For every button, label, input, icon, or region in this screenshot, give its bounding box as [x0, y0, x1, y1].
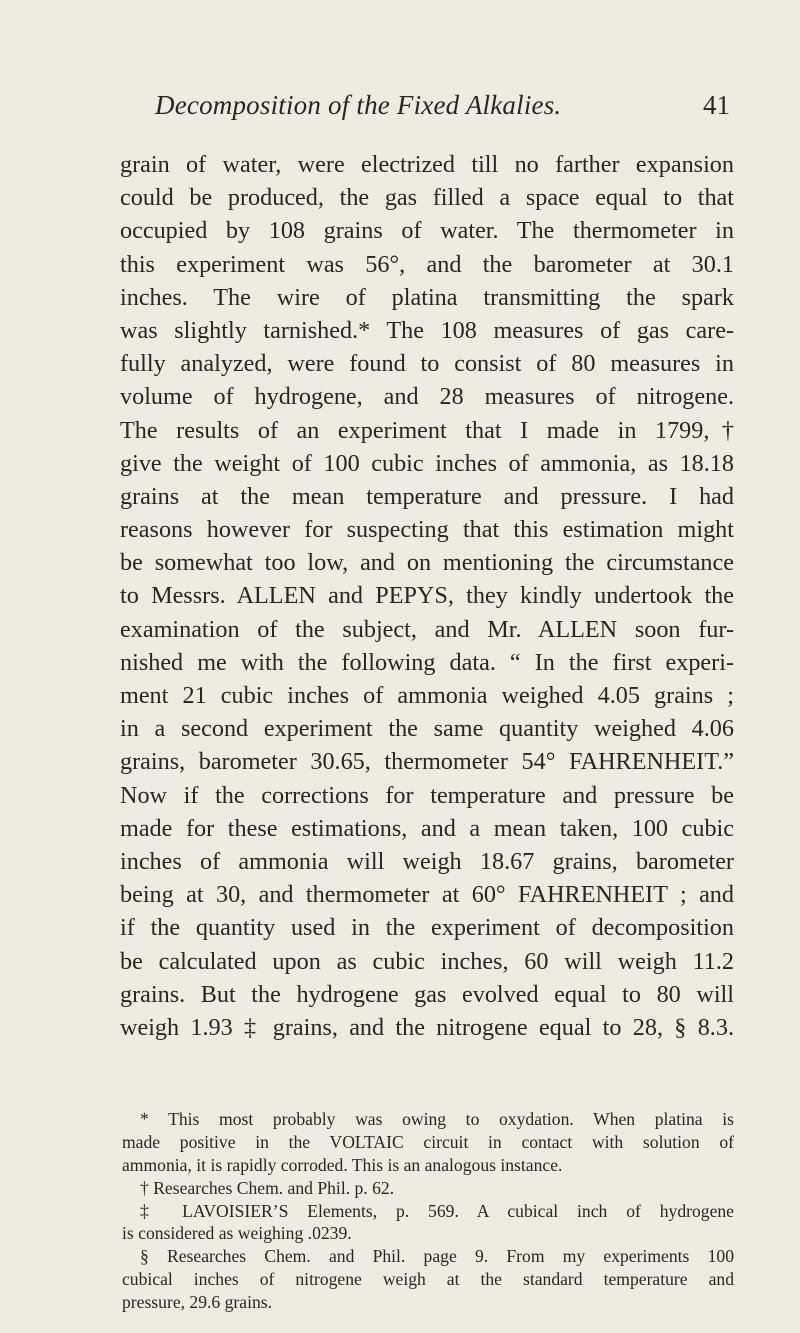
body-line: grains. But the hydrogene gas evolved equal to 80 will: [120, 980, 734, 1008]
body-line: be calculated upon as cubic inches, 60 will weigh 11.2: [120, 947, 734, 975]
body-text: [120, 148, 734, 1044]
footnote-line: made positive in the VOLTAIC circuit in contact with solution of: [122, 1131, 734, 1152]
body-line: weigh 1.93 ‡ grains, and the nitrogene equal to 28, § 8.3.: [120, 1013, 734, 1041]
footnote-line: cubical inches of nitrogene weigh at the standard temperature and: [122, 1269, 734, 1290]
body-line: volume of hydrogene, and 28 measures of nitrogene.: [120, 383, 734, 411]
footnote-line: * This most probably was owing to oxydation. When platina is: [140, 1109, 734, 1129]
footnote-line: ammonia, it is rapidly corroded. This is an analogous instance.: [122, 1154, 563, 1175]
body-line: grains at the mean temperature and pressure. I had: [120, 482, 734, 510]
footnote-line: ‡ LAVOISIER’S Elements, p. 569. A cubical inch of hydrogene: [140, 1200, 734, 1221]
page-header: [155, 90, 730, 130]
footnote-line: is considered as weighing .0239.: [122, 1223, 352, 1244]
body-line: inches of ammonia will weigh 18.67 grains, barometer: [120, 847, 734, 875]
footnote-line: † Researches Chem. and Phil. p. 62.: [140, 1177, 395, 1198]
body-line: made for these estimations, and a mean taken, 100 cubic: [120, 814, 734, 842]
body-line: to Messrs. ALLEN and PEPYS, they kindly undertook the: [120, 582, 734, 610]
body-line: being at 30, and thermometer at 60° FAHRENHEIT ; and: [120, 881, 734, 909]
body-line: occupied by 108 grains of water. The thermometer in: [120, 217, 734, 245]
body-line: this experiment was 56°, and the barometer at 30.1: [120, 250, 734, 278]
body-line: could be produced, the gas filled a space equal to that: [120, 184, 734, 212]
body-line: fully analyzed, were found to consist of 80 measures in: [120, 350, 734, 378]
body-line: give the weight of 100 cubic inches of ammonia, as 18.18: [120, 449, 734, 477]
body-line: grain of water, were electrized till no farther expansion: [120, 151, 734, 178]
body-line: was slightly tarnished.* The 108 measures of gas care-: [120, 316, 734, 344]
body-line: examination of the subject, and Mr. ALLEN soon fur-: [120, 615, 734, 643]
body-line: be somewhat too low, and on mentioning the circumstance: [120, 549, 734, 577]
body-line: Now if the corrections for temperature and pressure be: [120, 781, 734, 809]
body-line: The results of an experiment that I made in 1799,†: [120, 416, 734, 444]
footnote-line: pressure, 29.6 grains.: [122, 1292, 273, 1313]
body-line: inches. The wire of platina transmitting the spark: [120, 283, 734, 311]
body-line: if the quantity used in the experiment of decomposition: [120, 914, 734, 942]
body-line: reasons however for suspecting that this estimation might: [120, 516, 734, 544]
page-number: 41: [703, 90, 730, 120]
body-line: ment 21 cubic inches of ammonia weighed 4.05 grains ;: [120, 682, 734, 709]
body-line: grains, barometer 30.65, thermometer 54° FAHRENHEIT.”: [120, 748, 734, 776]
footnote-line: § Researches Chem. and Phil. page 9. From my experiments 100: [140, 1246, 734, 1267]
running-title: Decomposition of the Fixed Alkalies.: [155, 90, 562, 120]
body-line: in a second experiment the same quantity weighed 4.06: [120, 715, 734, 743]
body-line: nished me with the following data. “ In the first experi-: [120, 648, 734, 676]
footnotes: [122, 1108, 734, 1314]
